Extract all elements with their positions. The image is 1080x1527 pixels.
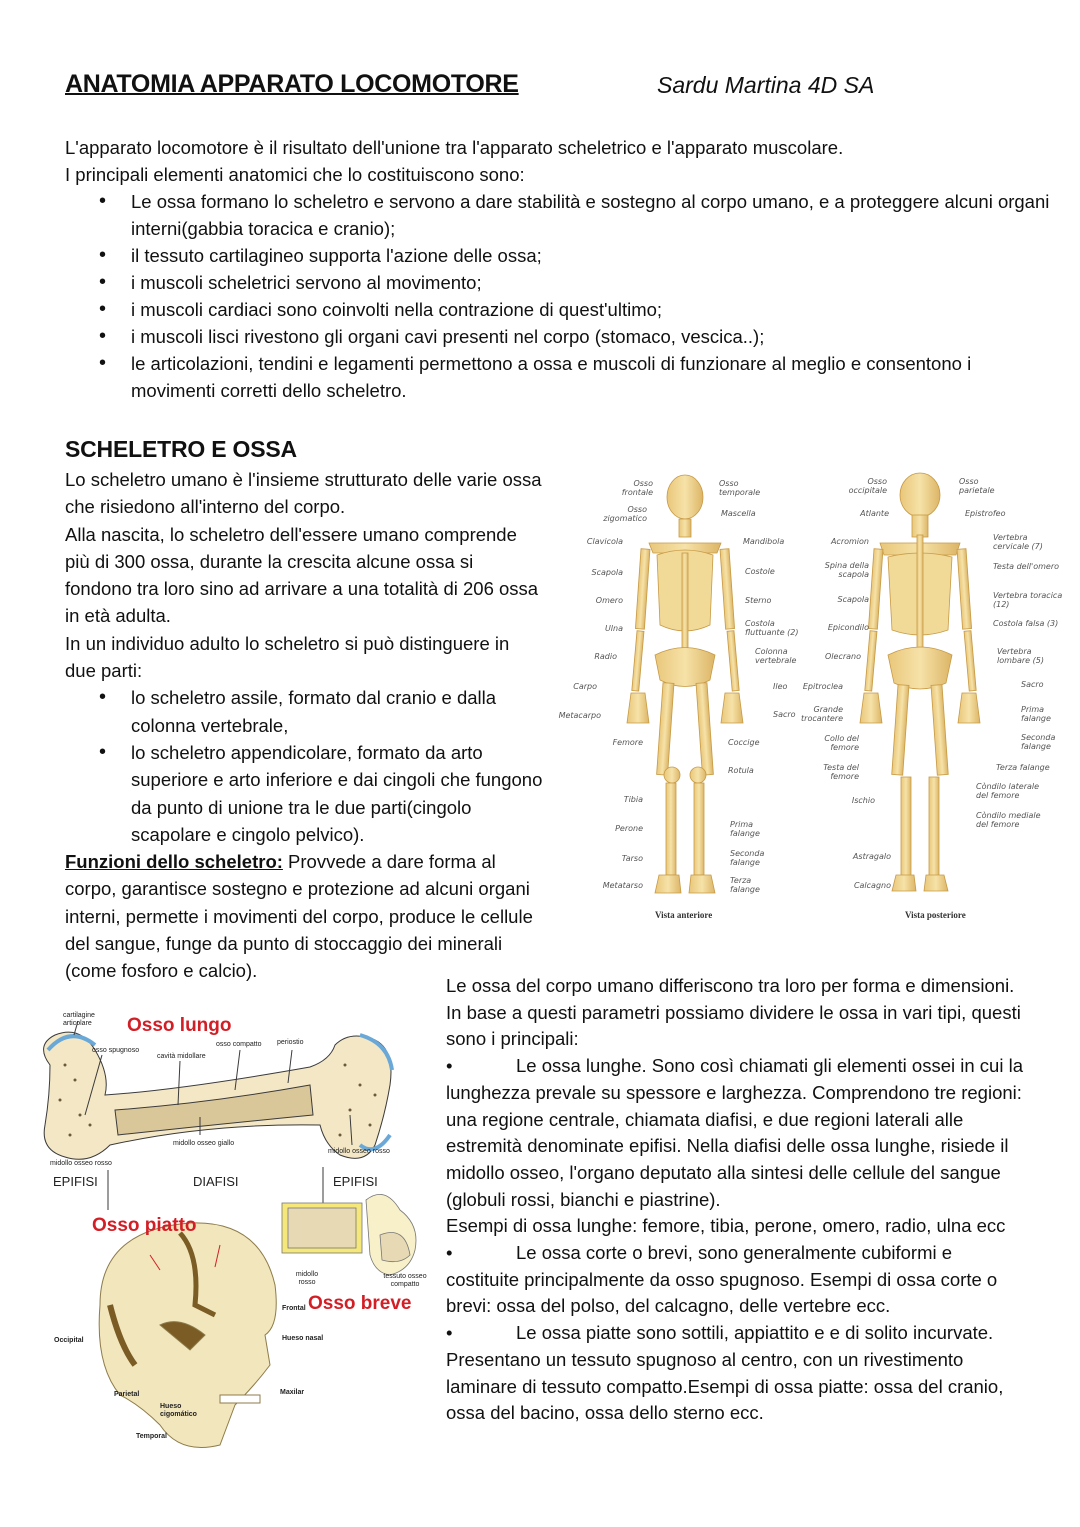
label-colonna-vertebrale: Colonna vertebrale	[755, 647, 797, 665]
list-item: • le articolazioni, tendini e legamenti permettono a ossa e muscoli di funzionare al meglio e consentono i movimenti corretti dello scheletro.	[65, 350, 1055, 404]
bone-illustration	[30, 1005, 435, 1460]
label-vertebra-cervicale: Vertebra cervicale (7)	[993, 533, 1043, 551]
label-scapola-post: Scapola	[837, 595, 869, 604]
functions-label: Funzioni dello scheletro:	[65, 851, 283, 873]
label-sterno: Sterno	[745, 596, 772, 605]
label-metatarso: Metatarso	[602, 881, 643, 890]
label-collo-del-femore: Collo del femore	[824, 734, 859, 752]
list-item: • i muscoli lisci rivestono gli organi cavi presenti nel corpo (stomaco, vescica..);	[65, 323, 1055, 350]
skeleton-paragraph-1: Lo scheletro umano è l'insieme strutturato delle varie ossa che risiedono all'interno del corpo.	[65, 469, 542, 518]
caption-posterior: Vista posteriore	[905, 910, 966, 920]
label-ulna: Ulna	[604, 624, 623, 633]
label-osso-frontale: Osso frontale	[621, 479, 653, 497]
label-maxilar: Maxilar	[280, 1389, 305, 1396]
bullet: •	[446, 1242, 453, 1264]
label-clavicola: Clavicola	[586, 537, 623, 546]
label-prima-falange-post: Prima falange	[1021, 705, 1051, 723]
label-prima-falange: Prima falange	[730, 820, 760, 838]
label-costole: Costole	[745, 567, 775, 576]
label-epitroclea: Epitroclea	[802, 682, 843, 691]
label-cartilagine: cartilagine articolare	[63, 1012, 95, 1027]
label-sacro: Sacro	[773, 710, 796, 719]
label-periostio: periostio	[277, 1039, 304, 1046]
label-cavita-midollare: cavità midollare	[157, 1053, 206, 1060]
label-osso-compatto: osso compatto	[216, 1041, 262, 1048]
label-acromion: Acromion	[830, 537, 869, 546]
label-hueso-cigomatico: Hueso cigomático	[160, 1403, 197, 1418]
long-bone-title: Osso lungo	[127, 1015, 232, 1036]
label-calcagno: Calcagno	[853, 881, 891, 890]
bone-types-intro: Le ossa del corpo umano differiscono tra loro per forma e dimensioni. In base a questi parametri possiamo dividere le ossa in vari tipi, questi sono i principali:	[446, 975, 1021, 1050]
document-title: ANATOMIA APPARATO LOCOMOTORE	[65, 70, 519, 98]
label-olecrano: Olecrano	[825, 652, 861, 661]
label-seconda-falange-post: Seconda falange	[1021, 733, 1056, 751]
label-astragalo: Astragalo	[852, 852, 891, 861]
flat-bone-title: Osso piatto	[92, 1215, 197, 1236]
label-tessuto-compatto: tessuto osseo compatto	[383, 1273, 427, 1288]
bullet: •	[446, 1322, 453, 1344]
label-midollo-rosso-left: midollo osseo rosso	[50, 1160, 112, 1167]
bone-types-text	[446, 973, 1026, 1427]
short-bone	[282, 1194, 416, 1275]
label-midollo-rosso-right: midollo osseo rosso	[328, 1148, 390, 1155]
caption-anterior: Vista anteriore	[655, 910, 713, 920]
label-scapola: Scapola	[591, 568, 623, 577]
label-epistrofeo: Epistrofeo	[965, 509, 1006, 518]
skeleton-diagram	[545, 465, 1065, 925]
list-item: • lo scheletro assile, formato dal cranio e dalla colonna vertebrale,	[65, 684, 545, 739]
label-frontal: Frontal	[282, 1305, 306, 1312]
label-temporal: Temporal	[136, 1433, 167, 1440]
label-metacarpo: Metacarpo	[558, 711, 601, 720]
label-costola-falsa: Costola falsa (3)	[993, 619, 1059, 628]
label-osso-temporale: Osso temporale	[719, 479, 761, 497]
skeleton-paragraph-2: Alla nascita, lo scheletro dell'essere umano comprende più di 300 ossa, durante la crescita alcune ossa si fondono tra loro sino ad arrivare a una totalità di 206 ossa in età adulta.	[65, 523, 539, 627]
label-midollo-rosso-short: midollo rosso	[295, 1271, 319, 1286]
region-epifisi-right: EPIFISI	[333, 1174, 378, 1189]
label-omero: Omero	[595, 596, 623, 605]
region-epifisi-left: EPIFISI	[53, 1174, 98, 1189]
label-mascella: Mascella	[721, 509, 756, 518]
skeleton-parts-list	[65, 684, 545, 848]
label-coccige: Coccige	[728, 738, 760, 747]
region-diafisi: DIAFISI	[193, 1174, 239, 1189]
label-ischio: Ischio	[851, 796, 875, 805]
label-hueso-nasal: Hueso nasal	[282, 1335, 324, 1342]
label-mandibola: Mandibola	[743, 537, 785, 546]
skeleton-paragraph-3: In un individuo adulto lo scheletro si può distinguere in due parti:	[65, 632, 510, 682]
list-item: • i muscoli cardiaci sono coinvolti nella contrazione di quest'ultimo;	[65, 296, 1055, 323]
author-name: Sardu Martina 4D SA	[657, 72, 875, 98]
skeleton-text	[65, 466, 545, 985]
label-spina-della-scapola: Spina della scapola	[824, 561, 869, 579]
label-seconda-falange: Seconda falange	[730, 849, 765, 867]
label-grande-trocantere: Grande trocantere	[801, 705, 843, 723]
short-bone-title: Osso breve	[308, 1293, 412, 1314]
label-carpo: Carpo	[573, 682, 597, 691]
list-item: • Le ossa formano lo scheletro e servono a dare stabilità e sostegno al corpo umano, e a proteggere alcuni organi interni(gabbia toracica e cranio);	[65, 188, 1055, 242]
bullet: •	[446, 1055, 453, 1077]
label-epicondilo: Epicondilo	[827, 623, 869, 632]
label-vertebra-lombare: Vertebra lombare (5)	[997, 647, 1044, 665]
label-testa-dell-omero: Testa dell'omero	[993, 562, 1060, 571]
label-sacro-post: Sacro	[1021, 680, 1044, 689]
label-rotula: Rotula	[728, 766, 754, 775]
label-parietal: Parietal	[114, 1391, 140, 1398]
section-heading: SCHELETRO E OSSA	[65, 436, 297, 462]
label-osso-occipitale: Osso occipitale	[848, 477, 887, 495]
label-perone: Perone	[615, 824, 643, 833]
label-tarso: Tarso	[621, 854, 643, 863]
label-osso-zigomatico: Osso zigomatico	[603, 505, 647, 523]
intro-section	[65, 134, 1055, 404]
skeleton-functions	[65, 848, 545, 984]
label-costola-fluttuante: Costola fluttuante (2)	[745, 619, 799, 637]
label-radio: Radio	[594, 652, 617, 661]
bone-type-flat: • Le ossa piatte sono sottili, appiattito e e di solito incurvate. Presentano un tessuto spugnoso al centro, con un rivestimento laminare di tessuto compatto.Esempi di ossa piatte: ossa del cranio, ossa del bacino, ossa dello sterno ecc.	[446, 1322, 1004, 1424]
label-terza-falange: Terza falange	[730, 876, 760, 894]
label-ileo: Ileo	[773, 682, 788, 691]
label-vertebra-toracica: Vertebra toracica (12)	[993, 591, 1063, 609]
intro-bullet-list	[65, 188, 1055, 404]
bone-types-diagram	[30, 1005, 435, 1460]
list-item: • il tessuto cartilagineo supporta l'azione delle ossa;	[65, 242, 1055, 269]
bone-type-short: • Le ossa corte o brevi, sono generalmente cubiformi e costituite principalmente da osso spugnoso. Esempi di ossa corte o brevi: ossa del polso, del calcagno, delle vertebre ecc.	[446, 1242, 998, 1317]
list-item: • lo scheletro appendicolare, formato da arto superiore e arto inferiore e dai cingoli che fungono da punto di unione tra le due parti(cingolo scapolare e cingolo pelvico).	[65, 739, 545, 848]
label-condilo-laterale: Còndilo laterale del femore	[976, 782, 1040, 800]
bone-type-long-examples: Esempi di ossa lunghe: femore, tibia, perone, omero, radio, ulna ecc	[446, 1215, 1006, 1237]
label-testa-del-femore: Testa del femore	[823, 763, 859, 781]
intro-line-1: L'apparato locomotore è il risultato dell'unione tra l'apparato scheletrico e l'apparato muscolare.	[65, 137, 844, 158]
label-atlante: Atlante	[860, 509, 889, 518]
label-femore: Femore	[612, 738, 643, 747]
intro-line-2: I principali elementi anatomici che lo costituiscono sono:	[65, 164, 525, 185]
label-osso-parietale: Osso parietale	[959, 477, 995, 495]
functions-text: Provvede a dare forma al corpo, garantisce sostegno e protezione ad alcuni organi interni, permette i movimenti del corpo, produce le cellule del sangue, funge da punto di stoccaggio dei minerali (come fosforo e calcio).	[65, 851, 533, 982]
bone-type-long: • Le ossa lunghe. Sono così chiamati gli elementi ossei in cui la lunghezza prevale su spessore e larghezza. Comprendono tre regioni: una regione centrale, chiamata diafisi, e due regioni laterali alle estremità denominate epifisi. Nella diafisi delle ossa lunghe, risiede il midollo osseo, l'organo deputato alla sintesi delle cellule del sangue (globuli rossi, bianchi e piastrine).	[446, 1055, 1023, 1210]
label-midollo-giallo: midollo osseo giallo	[173, 1140, 235, 1147]
label-condilo-mediale: Còndilo mediale del femore	[976, 811, 1041, 829]
label-terza-falange-post: Terza falange	[996, 763, 1050, 772]
label-osso-spugnoso: osso spugnoso	[92, 1047, 140, 1054]
list-item: • i muscoli scheletrici servono al movimento;	[65, 269, 1055, 296]
label-tibia: Tibia	[623, 795, 643, 804]
label-occipital: Occipital	[54, 1337, 84, 1344]
